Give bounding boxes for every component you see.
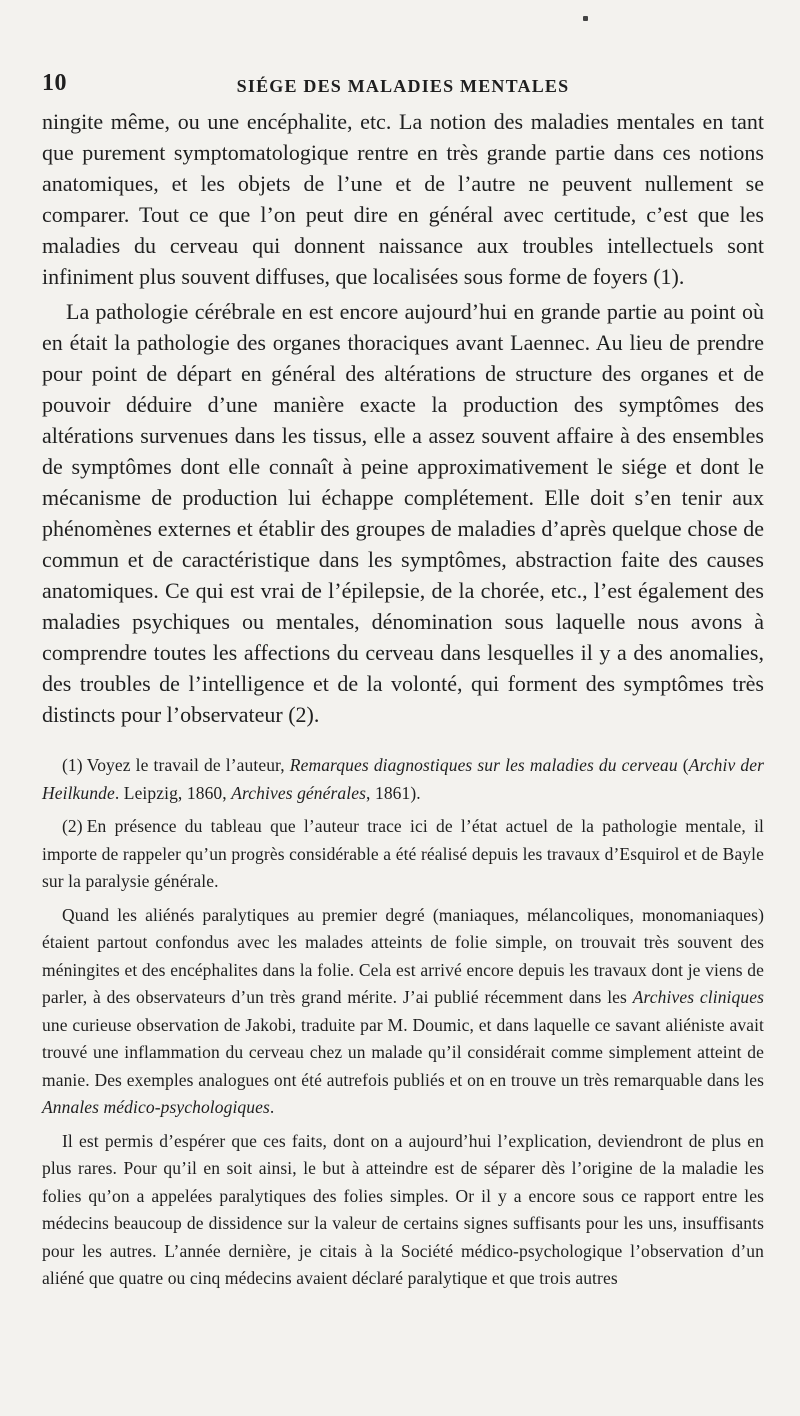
footnote-1-text-d: , 1861). xyxy=(366,782,421,803)
running-title: SIÉGE DES MALADIES MENTALES xyxy=(236,76,570,96)
footnote-2-italic-1: Archives cliniques xyxy=(632,987,764,1007)
main-text xyxy=(42,106,764,730)
footnote-1-italic-c: Archives générales xyxy=(231,782,367,803)
footnote-2-paragraph-2 xyxy=(42,902,764,1122)
footnote-1-italic-a: Remarques diagnostiques sur les maladies du cerveau xyxy=(289,755,678,775)
footnote-2-text-1: En présence du tableau que l’auteur trace ici de l’état actuel de la pathologie mentale, il importe de rappeler qu’un progrès considérable a été réalisé depuis les travaux d’Esquirol et de Bayle sur la paralysie générale. xyxy=(42,816,764,891)
footnote-2-paragraph-3: Il est permis d’espérer que ces faits, dont on a aujourd’hui l’explication, deviendront de plus en plus rares. Pour qu’il en soit ainsi, le but à atteindre est de séparer dès l’origine de la maladie les folies qu’on a appelées paralytiques des folies simples. Or il y a encore sous ce rapport entre les médecins beaucoup de dissidence sur la valeur de certains signes suffisants pour les uns, insuffisants pour les autres. L’année dernière, je citais à la Société médico-psychologique l’observation d’un aliéné que quatre ou cinq médecins avaient déclaré paralytique et que trois autres xyxy=(42,1130,764,1288)
footnotes xyxy=(42,752,764,1293)
footnote-1 xyxy=(42,752,764,807)
footnote-2-italic-2: Annales médico-psychologiques xyxy=(42,1097,270,1117)
footnote-1-text-c: . Leipzig, 1860, xyxy=(114,782,232,803)
page-header xyxy=(42,68,764,104)
footnote-1-text-a: Voyez le travail de l’auteur, xyxy=(86,755,290,775)
footnote-2-label: (2) xyxy=(62,816,83,836)
footnote-2-text-2c: . xyxy=(269,1097,275,1117)
body-paragraph-2: La pathologie cérébrale en est encore aujourd’hui en grande partie au point où en était la pathologie des organes thoraciques avant Laennec. Au lieu de prendre pour point de départ en général des altérations de structure des organes et de pouvoir déduire d’une manière exacte la production des symptômes des altérations survenues dans les tissus, elle a assez souvent affaire à des ensembles de symptômes dont elle connaît à peine approximativement le siége et dont le mécanisme de production lui échappe complétement. Elle doit s’en tenir aux phénomènes externes et établir des groupes de maladies d’après quelque chose de commun et de caractéristique dans les symptômes, abstraction faite des causes anatomiques. Ce qui est vrai de l’épilepsie, de la chorée, etc., l’est également des maladies psychiques ou mentales, dénomination sous laquelle nous avons à comprendre toutes les affections du cerveau dans lesquelles il y a des anomalies, des troubles de l’intelligence et de la volonté, qui forment des symptômes très distincts pour l’observateur (2). xyxy=(42,299,764,727)
footnote-2-paragraph-1 xyxy=(42,813,764,896)
body-paragraph-1: ningite même, ou une encéphalite, etc. La notion des maladies mentales en tant que purement symptomatologique rentre en très grande partie dans ces notions anatomiques, et les objets de l’une et de l’autre ne peuvent nullement se comparer. Tout ce que l’on peut dire en général avec certitude, c’est que les maladies du cerveau qui donnent naissance aux troubles intellectuels sont infiniment plus souvent diffuses, que localisées sous forme de foyers (1). xyxy=(42,109,764,289)
footnote-2-text-2a: Quand les aliénés paralytiques au premier degré (maniaques, mélancoliques, monomaniaques) étaient partout confondus avec les malades atteints de folie simple, on trouvait très souvent des méningites et des encéphalites dans la folie. Cela est arrivé encore depuis les travaux dont je viens de parler, à des observateurs d’un très grand mérite. J’ai publié récemment dans les xyxy=(42,904,764,1007)
footnote-1-label: (1) xyxy=(62,755,83,775)
footnote-separator xyxy=(42,730,764,742)
footnote-1-italic-b: Archiv der Heilkunde xyxy=(42,755,765,803)
footnote-1-text-b: ( xyxy=(677,755,689,775)
footnote-2-text-2b: une curieuse observation de Jakobi, traduite par M. Doumic, et dans laquelle ce savant aliéniste avait trouvé une inflammation du cerveau chez un malade qu’il considérait comme simplement atteint de manie. Des exemples analogues ont été autrefois publiés et on en trouve un très remarquable dans les xyxy=(42,1014,764,1090)
print-mark xyxy=(583,16,588,21)
page-number: 10 xyxy=(42,70,67,96)
